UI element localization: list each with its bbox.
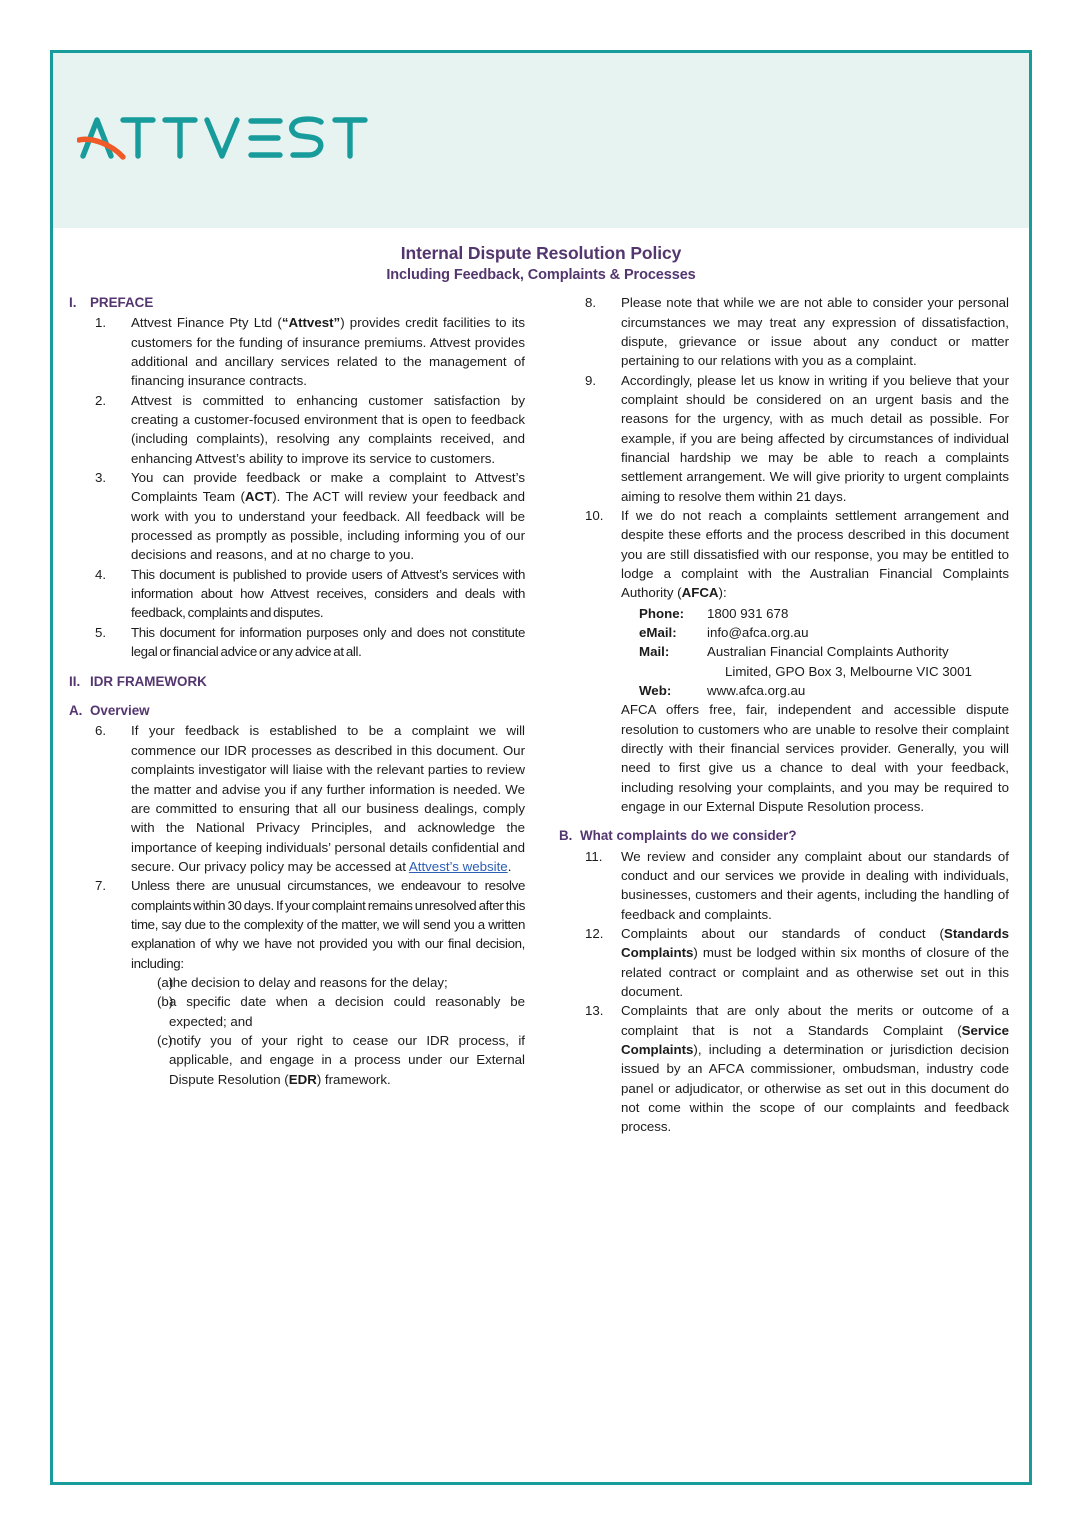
item-number: 3. bbox=[95, 469, 107, 485]
item-text-bold: Standards Complaints bbox=[621, 925, 1009, 961]
afca-mail-row bbox=[639, 642, 1009, 661]
item-number: 13. bbox=[585, 1003, 604, 1019]
item-number: 5. bbox=[95, 624, 107, 640]
item-text bbox=[621, 506, 1009, 603]
afca-phone-label: Phone: bbox=[639, 605, 685, 621]
item-number: 4. bbox=[95, 566, 107, 582]
list-item bbox=[69, 468, 525, 565]
item-number: 9. bbox=[585, 372, 597, 388]
list-item bbox=[69, 721, 525, 876]
afca-mail-value-line2: Limited, GPO Box 3, Melbourne VIC 3001 bbox=[725, 663, 972, 679]
afca-email-value[interactable]: info@afca.org.au bbox=[707, 625, 809, 641]
list-item bbox=[559, 371, 1009, 506]
subitem-body: the decision to delay and reasons for the delay; bbox=[169, 974, 448, 990]
item-text-b: ) must be lodged within six months of closure of the related contract or complaint and as otherwise set out in this document. bbox=[621, 945, 1009, 999]
item-text-a: Complaints about our standards of conduct ( bbox=[621, 925, 944, 941]
list-item bbox=[559, 1001, 1009, 1136]
item-text-a: Complaints that are only about the merits or outcome of a complaint that is not a Standards Complaint ( bbox=[621, 1003, 1009, 1038]
item-text-a: If your feedback is established to be a complaint we will commence our IDR processes as described in this document. Our complaints investigator will liaise with the relevant parties to review the matter and advise you if any further information is needed. We are committed to ensuring that all our business dealings, comply with the National Privacy Principles, and acknowledge the importance of keeping individuals’ personal details confidential and secure. Our privacy policy may be accessed at bbox=[131, 723, 525, 874]
item-body: This document for information purposes only and does not constitute legal or financial advice or any advice at all. bbox=[131, 624, 525, 660]
document-page bbox=[50, 50, 1032, 1485]
item-body bbox=[621, 924, 1009, 1001]
item-text-bold: “Attvest” bbox=[281, 315, 341, 331]
heading-preface-numeral: I. bbox=[69, 295, 77, 311]
list-item bbox=[559, 293, 1009, 370]
afca-mail-label: Mail: bbox=[639, 644, 670, 660]
item-number: 6. bbox=[95, 723, 107, 739]
subitem-text-b: ) framework. bbox=[316, 1071, 391, 1087]
item-body bbox=[131, 721, 525, 876]
list-item bbox=[69, 876, 525, 1089]
item-text-b: ), including a determination or jurisdiction decision issued by an AFCA commissioner, ombudsman, industry code panel or adjudicator, or otherwise as set out in this document do not come within the scope of our complaints and feedback process. bbox=[621, 1041, 1009, 1135]
heading-preface bbox=[69, 293, 525, 312]
item-text-bold: ACT bbox=[244, 489, 273, 505]
item-text-bold: AFCA bbox=[681, 585, 719, 601]
heading-what-complaints bbox=[559, 826, 1009, 845]
subitem-body: a specific date when a decision could reasonably be expected; and bbox=[169, 994, 525, 1029]
heading-idr-label: IDR FRAMEWORK bbox=[90, 674, 207, 690]
item-number: 11. bbox=[585, 848, 603, 864]
item-body: This document is published to provide users of Attvest’s services with information about how Attvest receives, considers and deals with feedback, complaints and disputes. bbox=[131, 566, 525, 621]
list-item bbox=[69, 313, 525, 390]
afca-web-label: Web: bbox=[639, 683, 672, 699]
item-text-b: ) provides credit facilities to its customers for the funding of insurance premiums. Attvest provides additional and ancillary services related to the management of financing insurance contracts. bbox=[131, 315, 525, 389]
item-text-a: If we do not reach a complaints settlement arrangement and despite these efforts and the process described in this document you are still dissatisfied with our response, you may be entitled to lodge a complaint with the Australian Financial Complaints Authority ( bbox=[621, 507, 1009, 601]
afca-phone-row bbox=[639, 604, 1009, 623]
list-item bbox=[69, 623, 525, 662]
afca-phone-value: 1800 931 678 bbox=[707, 605, 789, 621]
body-columns bbox=[53, 287, 1029, 1136]
list-item bbox=[559, 506, 1009, 817]
right-column bbox=[539, 293, 1009, 1136]
subitem-number: (b) bbox=[157, 994, 174, 1010]
afca-web-value[interactable]: www.afca.org.au bbox=[707, 683, 806, 699]
item-body bbox=[621, 506, 1009, 817]
heading-overview-numeral: A. bbox=[69, 703, 83, 719]
item-text-b: ): bbox=[718, 585, 727, 601]
document-title: Internal Dispute Resolution Policy bbox=[400, 243, 682, 263]
afca-description: AFCA offers free, fair, independent and accessible dispute resolution to customers who are unable to resolve their complaint directly with their financial services provider. Generally, you will need to first give us a chance to deal with your feedback, including resolving your complaints, and you may be required to engage in our External Dispute Resolution process. bbox=[621, 702, 1009, 815]
item-number: 7. bbox=[95, 878, 107, 894]
list-item bbox=[559, 847, 1009, 924]
attvest-logo-icon bbox=[77, 106, 387, 164]
subitem-text-bold: EDR bbox=[288, 1071, 317, 1087]
subitem-body bbox=[169, 1031, 525, 1089]
item-body bbox=[621, 1001, 1009, 1136]
item-text-a: Attvest Finance Pty Ltd ( bbox=[131, 315, 282, 331]
item-text-a: You can provide feedback or make a complaint to Attvest’s Complaints Team ( bbox=[131, 469, 525, 505]
heading-overview-label: Overview bbox=[90, 703, 150, 719]
item-text-b: . bbox=[507, 858, 512, 874]
header-band bbox=[53, 53, 1029, 228]
heading-overview bbox=[69, 701, 525, 720]
item-body bbox=[131, 876, 525, 1089]
heading-what-complaints-label: What complaints do we consider? bbox=[580, 828, 797, 844]
subitem-text-a: notify you of your right to cease our IDR process, if applicable, and engage in a process under our External Dispute Resolution ( bbox=[169, 1032, 525, 1087]
heading-idr-framework bbox=[69, 672, 525, 691]
heading-idr-numeral: II. bbox=[69, 674, 81, 690]
item-text: Unless there are unusual circumstances, we endeavour to resolve complaints within 30 days. If your complaint remains unresolved after this time, say due to the complexity of the matter, we will send you a written explanation of why we have not provided you with our final decision, including: bbox=[131, 878, 525, 971]
list-item bbox=[69, 391, 525, 468]
item-number: 1. bbox=[95, 315, 107, 331]
item-body: Attvest is committed to enhancing customer satisfaction by creating a customer-focused environment that is open to feedback (including complaints), resolving any complaints received, and enhancing Attvest’s ability to improve its service to customers. bbox=[131, 392, 525, 466]
item-number: 12. bbox=[585, 925, 604, 941]
heading-what-complaints-numeral: B. bbox=[559, 828, 573, 844]
sub-list-item bbox=[131, 1031, 525, 1089]
afca-contact-block bbox=[621, 604, 1009, 701]
subitem-number: (a) bbox=[157, 974, 174, 990]
afca-email-row bbox=[639, 623, 1009, 642]
item-body: Please note that while we are not able to consider your personal circumstances we may treat any expression of dissatisfaction, dispute, grievance or issue about any conduct or matter pertaining to our relations with you as a complaint. bbox=[621, 295, 1009, 369]
sub-list-item bbox=[131, 992, 525, 1031]
list-item bbox=[69, 565, 525, 623]
list-item bbox=[559, 924, 1009, 1001]
item-body: Accordingly, please let us know in writing if you believe that your complaint should be considered on an urgent basis and the reasons for the urgency, with as much detail as possible. For example, if you are being affected by circumstances of individual financial hardship we may be able to reach a complaints settlement arrangement. We will give priority to urgent complaints aiming to resolve them within 21 days. bbox=[621, 372, 1009, 504]
afca-web-row bbox=[639, 681, 1009, 700]
item-text-b: ). The ACT will review your feedback and work with you to understand your feedback. All feedback will be processed as promptly as possible, including informing you of our decisions and reasons, and at no charge to you. bbox=[131, 489, 526, 563]
item-body: We review and consider any complaint about our standards of conduct and our services we provide in dealing with individuals, businesses, customers and their agents, including the handling of feedback and complaints. bbox=[621, 848, 1009, 922]
sub-list-item bbox=[131, 973, 525, 992]
afca-email-label: eMail: bbox=[639, 625, 677, 641]
afca-mail-value: Australian Financial Complaints Authority bbox=[707, 644, 949, 660]
attvest-website-link[interactable]: Attvest’s website bbox=[408, 858, 508, 874]
item-body bbox=[131, 468, 525, 565]
item-text-bold: Service Complaints bbox=[621, 1022, 1009, 1057]
title-block bbox=[53, 228, 1029, 287]
subitem-number: (c) bbox=[157, 1032, 173, 1048]
item-body bbox=[131, 313, 525, 390]
attvest-logo bbox=[77, 105, 387, 165]
heading-preface-label: PREFACE bbox=[90, 295, 154, 311]
item-number: 8. bbox=[585, 295, 597, 311]
left-column bbox=[69, 293, 539, 1089]
item-number: 10. bbox=[585, 507, 604, 523]
item-number: 2. bbox=[95, 392, 107, 408]
document-subtitle: Including Feedback, Complaints & Processes bbox=[386, 266, 696, 283]
